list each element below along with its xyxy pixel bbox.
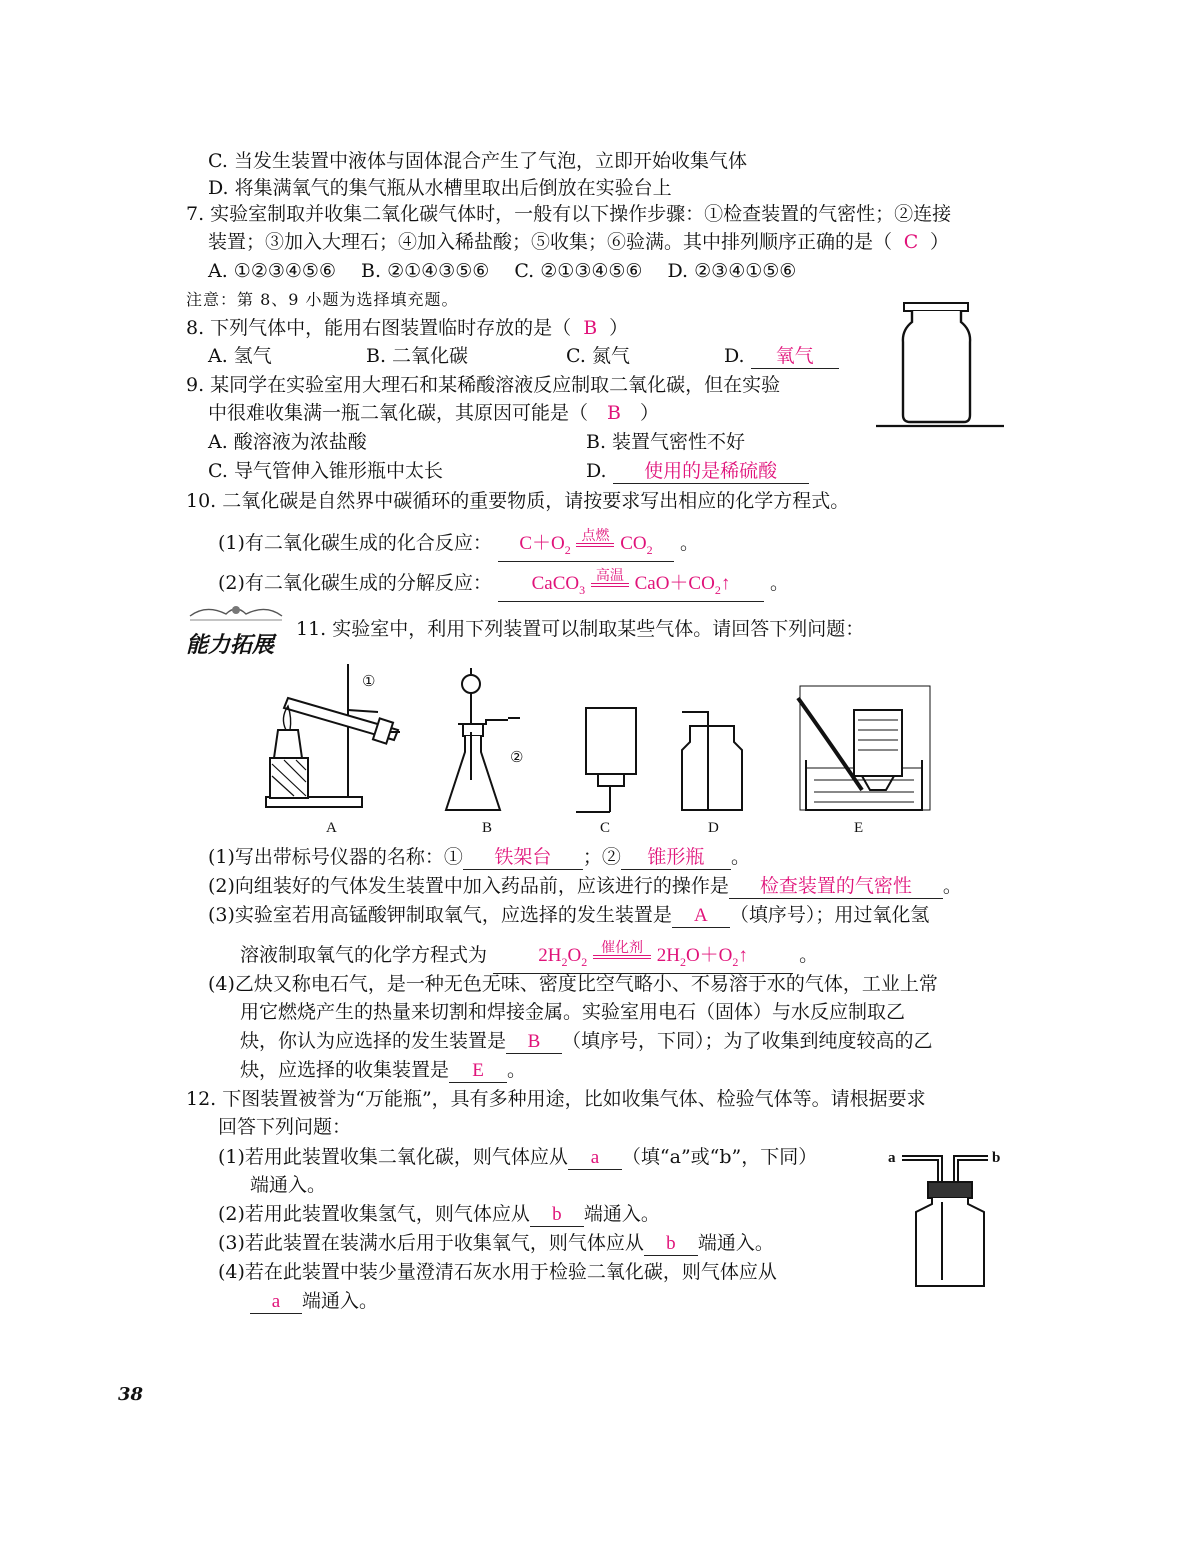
q10-eq1-equals <box>576 528 614 547</box>
apparatus-a <box>266 664 400 807</box>
q10-eq2-equals <box>591 568 629 587</box>
q11-eq-left: 2H <box>538 945 562 966</box>
q12-part2-text: (2)若用此装置收集氢气，则气体应从 <box>218 1203 530 1225</box>
q10-part1-text: (1)有二氧化碳生成的化合反应： <box>218 532 492 554</box>
q10-eq1-right: CO <box>620 533 647 554</box>
q11-part4-line3-rest: （填序号，下同）；为了收集到纯度较高的乙 <box>562 1030 933 1052</box>
ornament-icon <box>186 600 286 626</box>
apparatus-label-d: D <box>708 820 719 836</box>
q6-option-d: D. 将集满氧气的集气瓶从水槽里取出后倒放在实验台上 <box>208 177 672 199</box>
q9-option-d-answer: 使用的是稀硫酸 <box>613 461 809 484</box>
q7-close-paren: ） <box>930 231 950 253</box>
q7-stem-line1: 7. 实验室制取并收集二氧化碳气体时，一般有以下操作步骤：①检查装置的气密性；②连接 <box>186 203 952 225</box>
q9-stem-line2 <box>208 400 659 426</box>
q9-stem-text: 中很难收集满一瓶二氧化碳，其原因可能是（ <box>208 402 589 424</box>
q11-part4-answer1: B <box>506 1031 562 1054</box>
q11-part2-answer: 检查装置的气密性 <box>729 876 943 899</box>
q8-option-c: C. 氮气 <box>566 345 630 367</box>
q11-eq: $2H_2O_2$ 催化剂 $2H_2O+O_2↑$ <box>538 945 748 973</box>
q8-answer: B <box>583 317 598 339</box>
apparatus-b <box>446 668 520 810</box>
q9-option-b: B. 装置气密性不好 <box>586 431 746 453</box>
gas-up-arrow-icon: ↑ <box>720 573 731 594</box>
q8-close-paren: ） <box>609 317 629 339</box>
q7-options: A. ①②③④⑤⑥ B. ②①④③⑤⑥ C. ②①③④⑤⑥ D. ②③④①⑤⑥ <box>208 260 797 282</box>
q10-eq1: $C+O_2$ 点燃 $CO_2$ <box>519 533 652 561</box>
versatile-bottle-figure <box>884 1146 1014 1294</box>
q12-part4-line2 <box>250 1288 378 1314</box>
q11-part4-line3-text: 炔，你认为应选择的发生装置是 <box>240 1030 507 1052</box>
q9-option-c: C. 导气管伸入锥形瓶中太长 <box>208 460 443 482</box>
q12-part3-answer: b <box>644 1233 698 1256</box>
q8-option-d-label: D. <box>724 345 745 367</box>
q9-stem-line1: 9. 某同学在实验室用大理石和某稀酸溶液反应制取二氧化碳，但在实验 <box>186 374 781 396</box>
q11-part1-answer1: 铁架台 <box>463 847 583 870</box>
q12-part1 <box>218 1144 817 1170</box>
q11-part3-text: (3)实验室若用高锰酸钾制取氧气，应选择的发生装置是 <box>208 904 672 926</box>
port-a-label: a <box>888 1150 896 1166</box>
q9-option-d <box>586 458 809 484</box>
q12-part4-answer: a <box>250 1291 302 1314</box>
q11-part3-answer: A <box>672 905 730 928</box>
q11-part3-line2-text: 溶液制取氧气的化学方程式为 <box>240 944 488 966</box>
note-text: 注意：第 8、9 小题为选择填充题。 <box>186 290 459 309</box>
q8-stem <box>186 315 628 341</box>
gas-up-arrow-icon: ↑ <box>738 945 748 966</box>
q7-stem-text: 装置；③加入大理石；④加入稀盐酸；⑤收集；⑥验满。其中排列顺序正确的是（ <box>208 231 893 253</box>
q9-answer: B <box>607 402 621 424</box>
q10-eq2-left: CaCO <box>531 573 580 594</box>
port-b-label: b <box>992 1150 1001 1166</box>
q8-option-d-answer: 氧气 <box>751 346 839 369</box>
apparatus-figure <box>258 660 938 820</box>
q12-part3 <box>218 1230 774 1256</box>
q10-part1-equation <box>498 528 674 562</box>
q10-eq2-right: CaO＋CO <box>634 573 715 594</box>
q11-stem: 11. 实验室中，利用下列装置可以制取某些气体。请回答下列问题： <box>296 618 865 640</box>
apparatus-d <box>682 712 742 810</box>
q11-eq-condition: 催化剂 <box>600 940 643 956</box>
q10-eq1-condition: 点燃 <box>581 528 610 544</box>
q11-eq-right: 2H <box>656 945 680 966</box>
q12-stem-line2: 回答下列问题： <box>218 1116 352 1138</box>
q9-close-paren: ） <box>640 402 660 424</box>
q11-eq-equals <box>593 940 651 959</box>
q10-part2-text: (2)有二氧化碳生成的分解反应： <box>218 572 492 594</box>
q12-part3-rest: 端通入。 <box>697 1232 774 1254</box>
q10-part2-equation <box>498 568 764 602</box>
q12-part2 <box>218 1201 660 1227</box>
q8-option-b: B. 二氧化碳 <box>366 345 469 367</box>
q11-part1: (1)写出带标号仪器的名称：① 铁架台 ；② 锥形瓶 。 <box>208 846 750 868</box>
q10-part1 <box>218 530 699 562</box>
q12-part4: (4)若在此装置中装少量澄清石灰水用于检验二氧化碳，则气体应从 <box>218 1261 777 1283</box>
q11-part2: (2)向组装好的气体发生装置中加入药品前，应该进行的操作是 检查装置的气密性 。 <box>208 875 962 897</box>
q11-part1-answer2: 锥形瓶 <box>621 847 731 870</box>
apparatus-label-e: E <box>854 820 864 836</box>
q11-part1-text: (1)写出带标号仪器的名称：① <box>208 846 463 868</box>
apparatus-label-b: B <box>482 820 493 836</box>
q11-part4-line1: (4)乙炔又称电石气，是一种无色无味、密度比空气略小、不易溶于水的气体，工业上常 <box>208 973 938 995</box>
q12-part1-answer: a <box>568 1147 622 1170</box>
q11-part4-line2: 用它燃烧产生的热量来切割和焊接金属。实验室用电石（固体）与水反应制取乙 <box>240 1001 906 1023</box>
q10-eq2-condition: 高温 <box>595 568 624 584</box>
q12-part3-text: (3)若此装置在装满水后用于收集氧气，则气体应从 <box>218 1232 644 1254</box>
q7-answer: C <box>903 231 919 253</box>
page-number: 38 <box>118 1384 144 1405</box>
q12-part1-text: (1)若用此装置收集二氧化碳，则气体应从 <box>218 1146 568 1168</box>
q9-option-a: A. 酸溶液为浓盐酸 <box>208 431 367 453</box>
q12-part1-rest: （填“a”或“b”，下同） <box>621 1146 818 1168</box>
q12-stem-line1: 12. 下图装置被誉为“万能瓶”，具有多种用途，比如收集气体、检验气体等。请根据要求 <box>186 1088 926 1110</box>
q11-part3 <box>208 902 929 928</box>
q11-part3-line2: 溶液制取氧气的化学方程式为 $2H_2O_2$ 催化剂 $2H_2O+O_2↑$ 。 <box>240 942 818 974</box>
q11-part4-line4: 炔，应选择的收集装置是 E 。 <box>240 1059 527 1081</box>
q12-part1-line2: 端通入。 <box>250 1174 327 1196</box>
apparatus-label-a: A <box>326 820 337 836</box>
q10-eq2: CaCO$_3$ 高温 $CaO+CO_2↑$ <box>532 573 731 601</box>
section-title: 能力拓展 <box>186 633 275 658</box>
q10-stem: 10. 二氧化碳是自然界中碳循环的重要物质，请按要求写出相应的化学方程式。 <box>186 490 850 512</box>
q11-part1-mid: ；② <box>582 846 621 868</box>
q7-stem-line2 <box>208 229 949 255</box>
q8-option-a: A. 氢气 <box>208 345 272 367</box>
apparatus-e <box>798 686 930 810</box>
q11-mark-2: ② <box>510 750 524 766</box>
q10-part2-period: 。 <box>770 572 790 594</box>
q8-option-d <box>724 343 839 369</box>
q10-part1-period: 。 <box>680 532 700 554</box>
q12-part2-answer: b <box>530 1204 584 1227</box>
q11-mark-1: ① <box>362 674 376 690</box>
q11-part3-rest: （填序号）；用过氧化氢 <box>729 904 930 926</box>
gas-jar-figure <box>872 290 1008 430</box>
q11-part2-text: (2)向组装好的气体发生装置中加入药品前，应该进行的操作是 <box>208 875 729 897</box>
q12-part4-rest: 端通入。 <box>302 1290 379 1312</box>
q6-option-c: C. 当发生装置中液体与固体混合产生了气泡，立即开始收集气体 <box>208 150 747 172</box>
q11-part4-line4-text: 炔，应选择的收集装置是 <box>240 1059 450 1081</box>
q11-part4-line3 <box>240 1028 933 1054</box>
apparatus-label-c: C <box>600 820 611 836</box>
apparatus-c <box>576 708 636 812</box>
q12-part2-rest: 端通入。 <box>583 1203 660 1225</box>
q10-part2 <box>218 570 789 602</box>
q10-eq1-left: C＋O <box>519 533 565 554</box>
q8-stem-text: 8. 下列气体中，能用右图装置临时存放的是（ <box>186 317 572 339</box>
q9-option-d-label: D. <box>586 460 607 482</box>
q11-part4-answer2: E <box>449 1060 507 1083</box>
